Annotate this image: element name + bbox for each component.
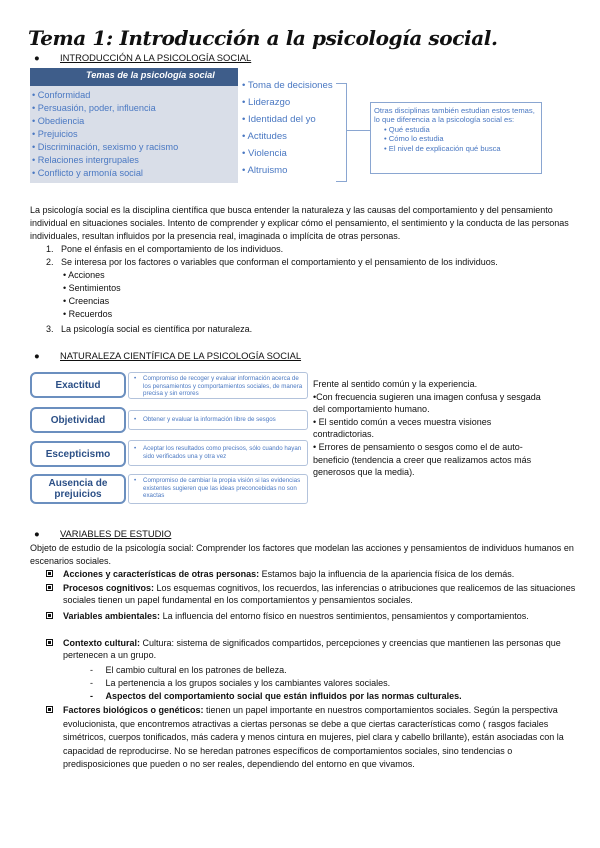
note-intro: Otras disciplinas también estudian estos temas, lo que diferencia a la psicología social es: bbox=[374, 106, 535, 125]
variables-intro: Objeto de estudio de la psicología social: Comprender los factores que modelan las acciones y pensamientos de individuos humanos en escenarios sociales. bbox=[30, 543, 574, 566]
topic-item: • Prejuicios bbox=[32, 129, 78, 139]
naturaleza-notes bbox=[313, 378, 543, 479]
note-line: • Errores de pensamiento o sesgos como el de auto-beneficio (tendencia a creer que realizamos actos más generosos que la media). bbox=[313, 441, 532, 478]
variable-item: Factores biológicos o genéticos: tienen un papel importante en nuestros comportamientos sociales. Según la perspectiva evolucionista, que encontremos atractivas a ciertas personas se debe a que ciertas características como ( rasgos faciales simétricos, cuerpos tonificados, más cadera y menos cintura en mujeres, piel clara y cabello brillante), están asociadas con la capacidad de reproducirse. No se heredan patrones específicos de comportamientos sociales, sino tendencias o predisposiciones que pueden o no ser reales, dependiendo del entorno en que vivamos. bbox=[46, 704, 576, 772]
quality-box-objetividad: Objetividad bbox=[30, 407, 126, 433]
arrow-connector bbox=[346, 130, 370, 131]
checkbox-icon bbox=[46, 639, 53, 646]
topic-item: • Identidad del yo bbox=[242, 114, 316, 125]
checkbox-icon bbox=[46, 570, 53, 577]
note-line: •Con frecuencia sugieren una imagen confusa y sesgada del comportamiento humano. bbox=[313, 391, 541, 415]
topic-item: • Toma de decisiones bbox=[242, 80, 333, 91]
note-item: • Qué estudia bbox=[384, 125, 538, 134]
variable-item: Contexto cultural: Cultura: sistema de significados compartidos, percepciones y creencias que mantienen las personas que pertenecen a un grupo. bbox=[46, 637, 576, 662]
variable-item: Procesos cognitivos: Los esquemas cognitivos, los recuerdos, las inferencias o atribuciones que realicemos de las situaciones sociales tienen un papel fundamental en los comportamientos y pensamientos sociales. bbox=[46, 582, 576, 607]
note-item: • Cómo lo estudia bbox=[384, 134, 538, 143]
section-heading-variables: ● VARIABLES DE ESTUDIO bbox=[34, 528, 172, 539]
quality-box-exactitud: Exactitud bbox=[30, 372, 126, 398]
topic-item: • Persuasión, poder, influencia bbox=[32, 103, 156, 113]
disciplines-note bbox=[370, 102, 542, 174]
factor-item: • Sentimientos bbox=[63, 283, 121, 293]
topics-figure bbox=[30, 68, 238, 183]
section-heading-intro: ● INTRODUCCIÓN A LA PSICOLOGÍA SOCIAL bbox=[34, 52, 252, 63]
note-line: • El sentido común a veces muestra visiones contradictorias. bbox=[313, 416, 492, 440]
numbered-item: 3. La psicología social es científica por naturaleza. bbox=[46, 324, 253, 334]
topic-item: • Discriminación, sexismo y racismo bbox=[32, 142, 178, 152]
definition-paragraph: La psicología social es la disciplina científica que busca entender la naturaleza y las causas del comportamiento y del pensamiento individual en situaciones sociales. Intento de comprender y explicar cómo el pensamiento, el sentimiento y la conducta de las personas individuales, resultan influidos por la presencia real, imaginada o implícita de otras personas. bbox=[30, 205, 569, 241]
topic-item: • Actitudes bbox=[242, 131, 287, 142]
topic-item: • Liderazgo bbox=[242, 97, 290, 108]
quality-desc: • Obtener y evaluar la información libre de sesgos bbox=[128, 410, 308, 430]
note-line: Frente al sentido común y la experiencia. bbox=[313, 379, 478, 389]
section-heading-naturaleza: ● NATURALEZA CIENTÍFICA DE LA PSICOLOGÍA SOCIAL bbox=[34, 350, 302, 361]
checkbox-icon bbox=[46, 584, 53, 591]
checkbox-icon bbox=[46, 706, 53, 713]
quality-desc: • Compromiso de cambiar la propia visión si las evidencias existentes sugieren que las ideas preconcebidas no son exactas bbox=[128, 474, 308, 504]
note-item: • El nivel de explicación qué busca bbox=[384, 144, 538, 153]
topic-item: • Obediencia bbox=[32, 116, 84, 126]
quality-desc: • Aceptar los resultados como precisos, sólo cuando hayan sido verificados una y otra vez bbox=[128, 440, 308, 466]
numbered-item: 1. Pone el énfasis en el comportamiento de los individuos. bbox=[46, 244, 284, 254]
topic-item: • Conflicto y armonía social bbox=[32, 168, 143, 178]
topic-item: • Violencia bbox=[242, 148, 287, 159]
topic-item: • Conformidad bbox=[32, 90, 90, 100]
topic-item: • Relaciones intergrupales bbox=[32, 155, 139, 165]
topic-item: • Altruismo bbox=[242, 165, 287, 176]
factor-item: • Acciones bbox=[63, 270, 105, 280]
factor-item: • Recuerdos bbox=[63, 309, 113, 319]
factor-item: • Creencias bbox=[63, 296, 110, 306]
bracket-connector bbox=[336, 83, 347, 182]
page-title: Tema 1: Introducción a la psicología social. bbox=[28, 26, 498, 50]
culture-sub-item: - Aspectos del comportamiento social que están influidos por las normas culturales. bbox=[90, 691, 462, 701]
quality-box-escepticismo: Escepticismo bbox=[30, 441, 126, 467]
culture-sub-item: - La pertenencia a los grupos sociales y los cambiantes valores sociales. bbox=[90, 678, 391, 688]
checkbox-icon bbox=[46, 612, 53, 619]
variable-item: Variables ambientales: La influencia del entorno físico en nuestros sentimientos, pensamientos y comportamientos. bbox=[46, 610, 576, 622]
quality-box-ausencia: Ausencia de prejuicios bbox=[30, 474, 126, 504]
numbered-item: 2. Se interesa por los factores o variables que conforman el comportamiento y el pensamiento de los individuos. bbox=[46, 257, 498, 267]
culture-sub-item: - El cambio cultural en los patrones de belleza. bbox=[90, 665, 287, 675]
topics-header: Temas de la psicología social bbox=[30, 68, 238, 86]
variable-item: Acciones y características de otras personas: Estamos bajo la influencia de la apariencia física de los demás. bbox=[46, 568, 576, 580]
quality-desc: • Compromiso de recoger y evaluar información acerca de los pensamientos y comportamientos sociales, de manera precisa y sin errores bbox=[128, 372, 308, 399]
